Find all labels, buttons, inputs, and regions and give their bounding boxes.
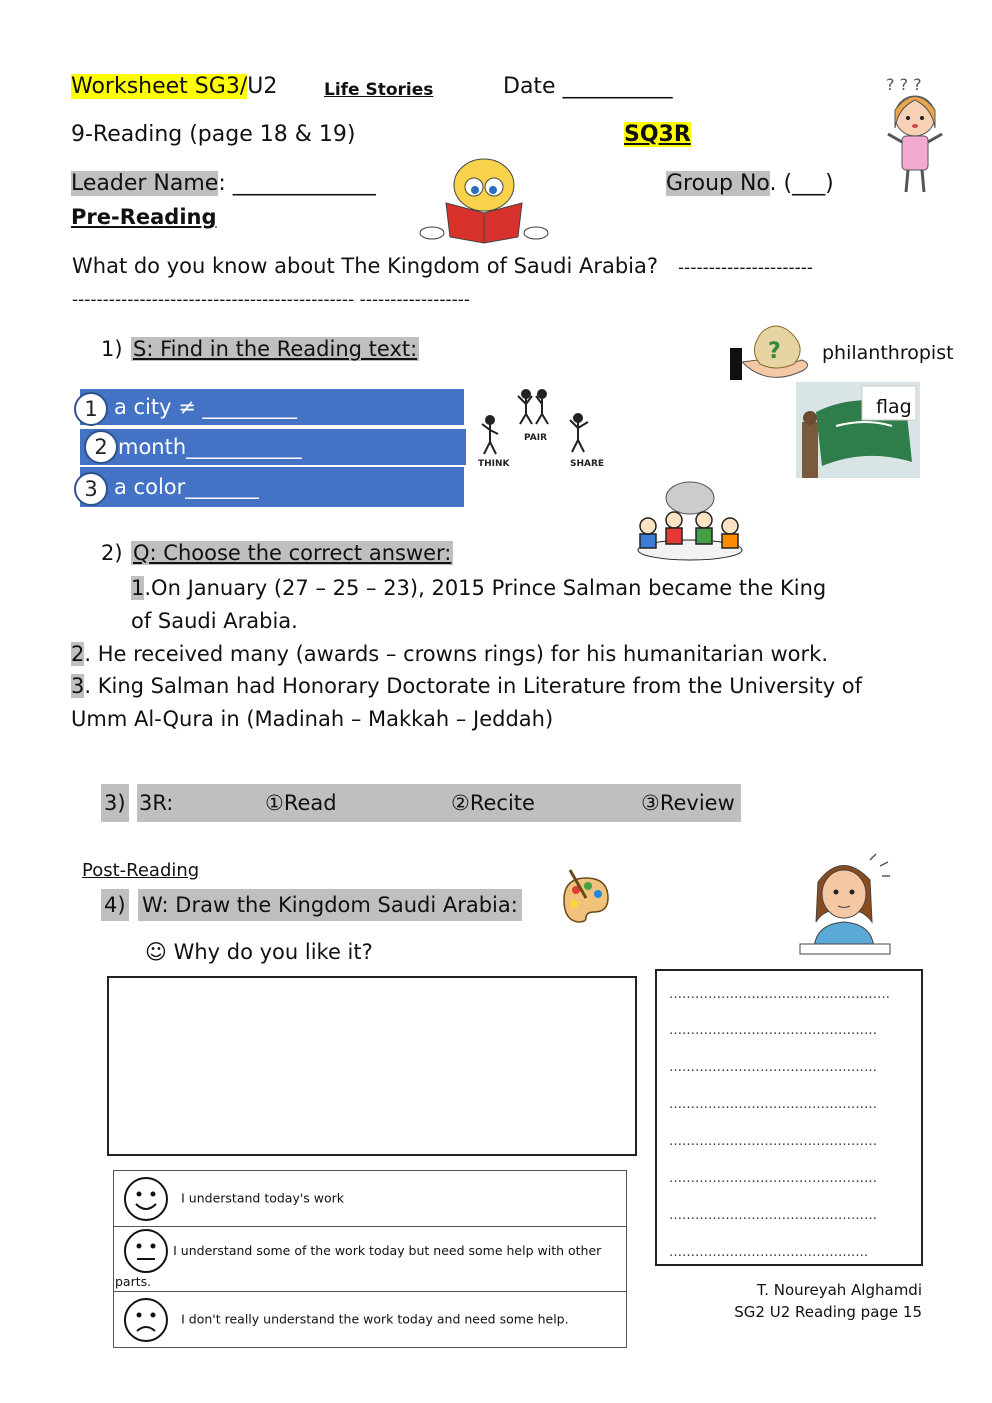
- leader-name-field: Leader Name: _____________: [71, 171, 376, 196]
- section-2-title: Q: Choose the correct answer:: [133, 541, 452, 565]
- confused-girl-icon: [880, 68, 950, 198]
- page-reference: SG2 U2 Reading page 15: [734, 1303, 922, 1321]
- step-review: ③Review: [641, 791, 735, 815]
- vocab-philanthropist: philanthropist: [822, 342, 954, 364]
- section-1-title: S: Find in the Reading text:: [133, 337, 418, 361]
- reading-girl-icon: [418, 155, 550, 245]
- section-3-number: 3): [101, 784, 129, 822]
- answer-dash-line: ---------------------------------------------- ------------------: [72, 290, 470, 310]
- item-number-2: 2: [84, 430, 118, 464]
- self-assessment-row[interactable]: I understand today's work: [114, 1171, 627, 1227]
- step-recite: ②Recite: [451, 791, 535, 815]
- why-like-question: ☺ Why do you like it?: [145, 940, 373, 964]
- self-assessment-row[interactable]: I don't really understand the work today and need some help.: [114, 1292, 627, 1348]
- pre-reading-title: Pre-Reading: [71, 205, 217, 229]
- think-pair-share-icon: [474, 384, 604, 476]
- item-number-3: 3: [74, 472, 108, 506]
- sq3r-label: SQ3R: [624, 122, 691, 147]
- question-3: 3. King Salman had Honorary Doctorate in Literature from the University of: [71, 674, 863, 698]
- sad-face-icon: [123, 1297, 169, 1343]
- step-read: ①Read: [265, 791, 337, 815]
- unit-title: Life Stories: [324, 80, 434, 100]
- question-1-cont: of Saudi Arabia.: [131, 609, 298, 633]
- question-1: 1.On January (27 – 25 – 23), 2015 Prince Salman became the King: [131, 576, 827, 600]
- find-item-city: a city ≠ _________: [80, 389, 464, 425]
- think-label: THINK: [478, 459, 510, 469]
- group-number-field: Group No. (___): [666, 171, 834, 196]
- section-2-number: 2): [101, 541, 123, 565]
- section-1-number: 1): [101, 337, 123, 361]
- pair-label: PAIR: [524, 433, 548, 443]
- reading-pages: 9-Reading (page 18 & 19): [71, 122, 356, 147]
- drawing-area[interactable]: [107, 976, 637, 1156]
- thinking-girl-icon: [792, 852, 896, 960]
- money-bag-hand-icon: [728, 318, 818, 384]
- neutral-face-icon: [123, 1228, 169, 1274]
- svg-text:? ? ?: ? ? ?: [886, 75, 922, 94]
- question-3-cont: Umm Al-Qura in (Madinah – Makkah – Jeddah): [71, 707, 554, 731]
- post-reading-title: Post-Reading: [82, 860, 200, 881]
- section-4-number: 4): [101, 889, 129, 921]
- self-assessment-table: [113, 1170, 627, 1348]
- three-r-bar: 3R: ①Read ②Recite ③Review: [137, 784, 741, 822]
- pre-reading-question: What do you know about The Kingdom of Saudi Arabia? ----------------------: [72, 254, 814, 278]
- find-item-color: a color_______: [80, 467, 464, 507]
- question-2: 2. He received many (awards – crowns rings) for his humanitarian work.: [71, 642, 828, 666]
- section-4-task: W: Draw the Kingdom Saudi Arabia:: [138, 889, 522, 921]
- writing-area[interactable]: …………………………………………… ………………………………………… ………………………………………… ………………………………………… ………………………………………… ………………………………………… ………………………………………… ……………………………………….: [655, 969, 923, 1266]
- paint-palette-icon: [556, 868, 612, 924]
- happy-face-icon: [123, 1176, 169, 1222]
- self-assessment-row[interactable]: I understand some of the work today but need some help with other parts.: [114, 1227, 627, 1292]
- svg-text:?: ?: [768, 339, 781, 364]
- author-credit: T. Noureyah Alghamdi: [756, 1281, 922, 1299]
- item-number-1: 1: [74, 392, 108, 426]
- share-label: SHARE: [570, 459, 604, 469]
- date-field: Date __________: [503, 74, 673, 99]
- worksheet-title: Worksheet SG3/U2: [71, 74, 278, 99]
- group-discussion-icon: [634, 480, 746, 564]
- find-item-month: month___________: [80, 429, 466, 465]
- vocab-flag: flag: [876, 396, 912, 418]
